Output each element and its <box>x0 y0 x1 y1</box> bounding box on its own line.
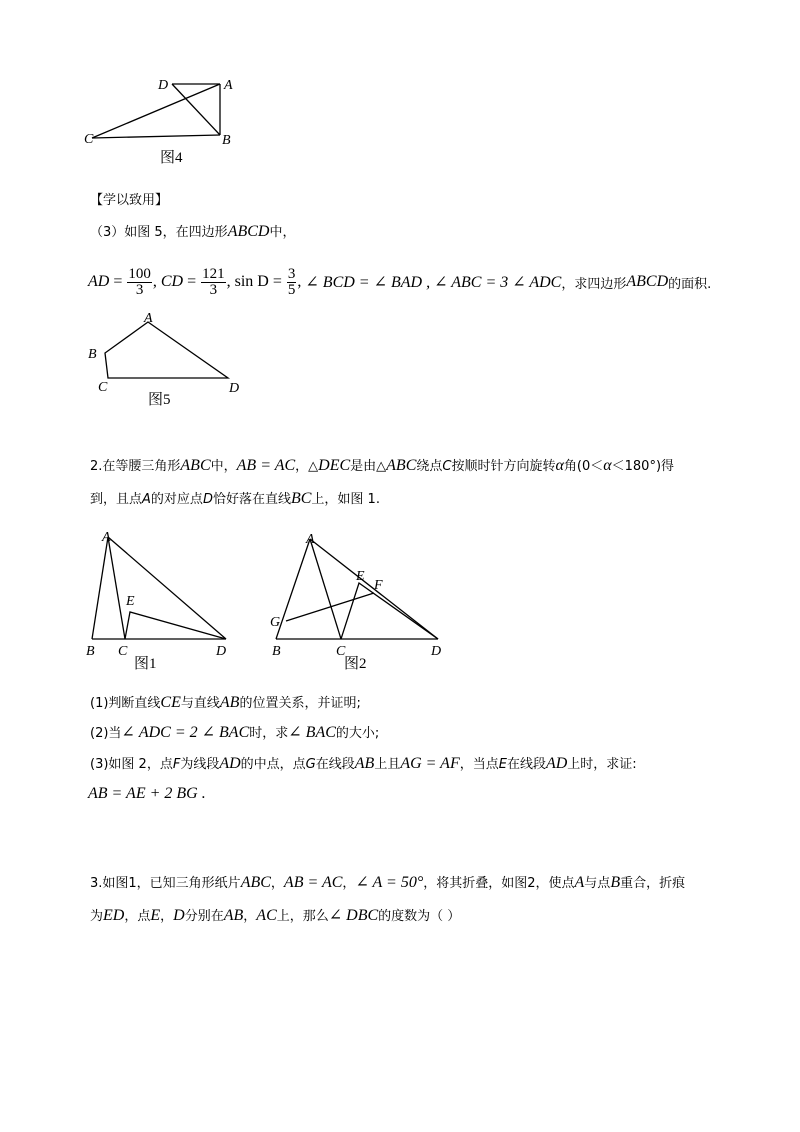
q2-sub3-e-pt: E <box>498 757 507 772</box>
q2-sub3-ad: AD <box>219 755 241 772</box>
fig5-label-b: B <box>88 347 97 362</box>
fig1-caption: 图1 <box>134 656 157 672</box>
q2-sub1-ab: AB <box>219 694 240 711</box>
q2-sub3-ad-2: AD <box>545 755 568 772</box>
q2-sub3-ag-af: AG = AF <box>400 755 460 772</box>
p3-intro-text: （3）如图 5，在四边形 <box>90 225 228 240</box>
p3-tail-var: ABCD <box>626 273 669 290</box>
q3-l2-g: 分别在 <box>184 909 224 924</box>
q2-sub3-g-text: 在线段 <box>315 757 355 772</box>
q3-e: ， <box>342 876 356 891</box>
section-heading: 【学以致用】 <box>90 193 169 208</box>
q3-g: ，将其折叠，如图2，使点 <box>423 876 575 891</box>
q3-ed: ED <box>103 907 125 924</box>
q3-pt-b: B <box>610 874 621 891</box>
q3-ab-ac: AB = AC <box>283 874 343 891</box>
p3-cd: CD <box>160 273 184 290</box>
fig4-label-b: B <box>222 133 231 148</box>
q2-sub1-a: (1)判断直线 <box>90 696 161 711</box>
q3-pt-e: E <box>150 907 161 924</box>
q2-text-o: ＜180°)得 <box>611 459 675 474</box>
fig1-label-d: D <box>216 644 227 659</box>
q2-text-a: 2.在等腰三角形 <box>90 459 181 474</box>
q2-text-g: 是由△ <box>350 459 387 474</box>
p3-angles: ∠ BCD = ∠ BAD , ∠ ABC = 3 ∠ ADC <box>305 274 562 291</box>
q2-text-k: 按顺时针方向旋转 <box>451 459 556 474</box>
p3-ad: AD <box>88 273 110 290</box>
p3-ad-den: 3 <box>135 281 144 298</box>
p3-tail-end: 的面积. <box>668 276 712 292</box>
p3-ad-num: 100 <box>128 265 151 282</box>
q2-text-m: 角(0＜ <box>563 459 604 474</box>
q2-var-alpha-2: α <box>603 457 612 474</box>
fig5-caption: 图5 <box>148 392 171 408</box>
fig2-label-f: F <box>374 578 383 593</box>
q3-pt-d: D <box>173 907 185 924</box>
q3-line2 <box>90 907 460 926</box>
p3-sind-fraction <box>287 267 297 298</box>
q2-sub3-g: G <box>305 757 316 772</box>
q2-var-dec: DEC <box>318 457 351 474</box>
q2-sub3-equation: AB = AE + 2 BG . <box>88 785 206 802</box>
q3-k: 重合，折痕 <box>620 876 686 891</box>
q2-line2 <box>90 490 380 509</box>
fig1-label-e: E <box>126 594 135 609</box>
q3-a: 3.如图1，已知三角形纸片 <box>90 876 241 891</box>
p3-tail: ，求四边形 <box>561 276 627 292</box>
fig1-label-b: B <box>86 644 95 659</box>
q2-var-abc-2: ABC <box>386 457 417 474</box>
q2-text-e: ，△ <box>295 459 319 474</box>
p3-ad-fraction <box>127 267 152 298</box>
q3-l2-k: 上，那么 <box>276 909 329 924</box>
q2-sub1-e: 的位置关系，并证明; <box>239 696 361 711</box>
figure-5 <box>80 308 260 408</box>
fig4-caption: 图4 <box>160 150 183 166</box>
fig2-label-g: G <box>270 615 281 630</box>
q2-sub1-c: 与直线 <box>180 696 220 711</box>
q2-sub3-a: (3)如图 2，点 <box>90 757 173 772</box>
fig2-caption: 图2 <box>344 656 367 672</box>
p3-formula: AD = $\frac{100}{3}$ , CD = $\frac{121}{3}$ , sin D = $\frac{3}{5}$ , ∠ BCD = ∠ BAD , ∠ ABC = 3 ∠ ADC ，求四边形 ABCD 的面积. <box>88 265 712 298</box>
q3-ab: AB <box>223 907 244 924</box>
q2-sub1 <box>90 694 361 713</box>
q3-ac: AC <box>256 907 277 924</box>
q2-l2-a: 到，且点 <box>90 492 143 507</box>
q3-l2-c: ，点 <box>124 909 151 924</box>
p3-cd-den: 3 <box>209 281 218 298</box>
q2-var-c: C <box>442 459 452 474</box>
q2-l2-var-d: D <box>202 492 213 507</box>
q3-l2-m: 的度数为（ ） <box>378 909 461 924</box>
fig1-label-a: A <box>102 530 111 545</box>
p3-intro <box>90 223 295 242</box>
q2-sub3-e: 的中点，点 <box>240 757 306 772</box>
p3-sind: sin D <box>234 273 269 290</box>
q3-angle-a: ∠ A = 50° <box>355 874 424 891</box>
q3-l2-e: ， <box>160 909 174 924</box>
q2-text-c: 中， <box>210 459 237 474</box>
q2-sub2-a: (2)当 <box>90 726 122 741</box>
p3-cd-num: 121 <box>202 265 225 282</box>
q2-eq-ab-ac: AB = AC <box>236 457 296 474</box>
q2-var-alpha: α <box>555 457 564 474</box>
p3-sind-num: 3 <box>287 265 296 282</box>
fig5-label-c: C <box>98 380 108 395</box>
fig4-label-c: C <box>84 132 94 147</box>
q2-text-i: 绕点 <box>416 459 443 474</box>
q2-sub2 <box>90 724 379 743</box>
fig2-label-b: B <box>272 644 281 659</box>
q2-sub1-ce: CE <box>160 694 181 711</box>
q2-line1 <box>90 457 674 476</box>
p3-cd-fraction <box>201 267 226 298</box>
fig2-label-e: E <box>356 569 365 584</box>
q2-l2-var-bc: BC <box>290 490 312 507</box>
fig4-label-d: D <box>158 78 169 93</box>
figure-1 <box>82 525 242 675</box>
q2-sub3 <box>90 755 637 774</box>
q2-sub3-ab: AB <box>354 755 375 772</box>
q2-sub3-f: F <box>172 757 181 772</box>
q2-sub2-bac: ∠ BAC <box>288 724 336 741</box>
q2-sub3-c: 为线段 <box>180 757 220 772</box>
fig4-label-a: A <box>224 78 233 93</box>
fig2-label-a: A <box>306 532 315 547</box>
fig5-label-a: A <box>144 311 153 326</box>
fig2-label-d: D <box>431 644 442 659</box>
q3-abc: ABC <box>240 874 271 891</box>
q2-sub3-o: 上时，求证: <box>567 757 637 772</box>
figure-4 <box>80 72 260 172</box>
q3-pt-a: A <box>574 874 585 891</box>
q2-sub2-e: 的大小; <box>335 726 380 741</box>
q3-i: 与点 <box>584 876 611 891</box>
q2-l2-c: 的对应点 <box>150 492 203 507</box>
q2-sub3-m: 在线段 <box>506 757 546 772</box>
q2-l2-e: 恰好落在直线 <box>212 492 291 507</box>
q2-l2-g: 上，如图 1. <box>311 492 380 507</box>
p3-intro-var: ABCD <box>227 223 270 240</box>
q2-var-abc: ABC <box>180 457 211 474</box>
fig2-label-c: C <box>336 644 346 659</box>
fig1-label-c: C <box>118 644 128 659</box>
figure-2 <box>266 525 456 675</box>
q3-line1 <box>90 874 685 893</box>
p3-intro-end: 中， <box>269 225 296 240</box>
q3-l2-a: 为 <box>90 909 104 924</box>
q2-sub3-k: ，当点 <box>459 757 499 772</box>
q2-l2-var-a: A <box>142 492 151 507</box>
p3-sind-den: 5 <box>287 281 296 298</box>
q2-sub3-i: 上且 <box>374 757 401 772</box>
q3-c: ， <box>270 876 284 891</box>
q2-sub2-c: 时，求 <box>249 726 289 741</box>
q2-sub2-eq: ∠ ADC = 2 ∠ BAC <box>121 724 250 741</box>
q3-angle-dbc: ∠ DBC <box>328 907 379 924</box>
fig5-label-d: D <box>229 381 240 396</box>
q3-l2-i: ， <box>243 909 257 924</box>
